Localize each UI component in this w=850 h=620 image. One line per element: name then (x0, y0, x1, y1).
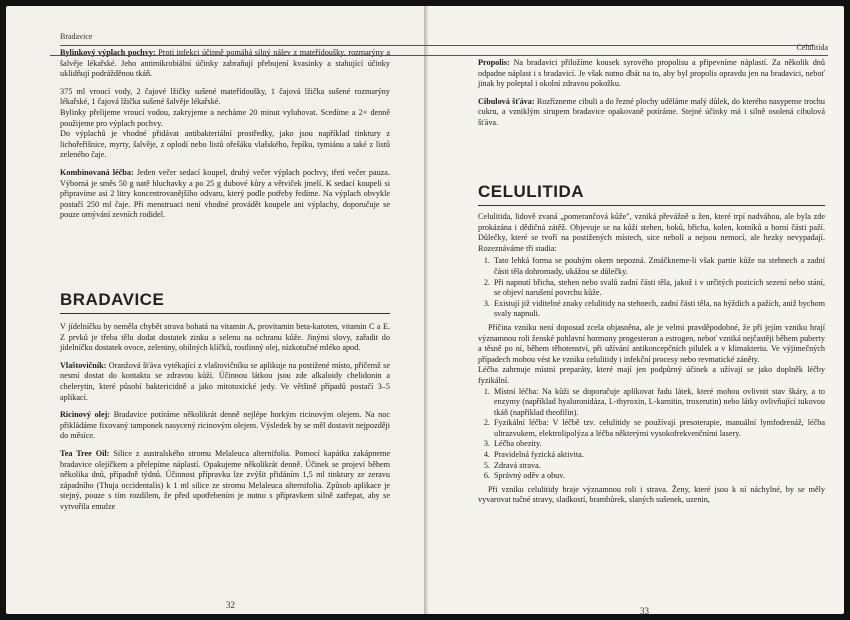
list-item: 1. Tato lehká forma se pouhým okem nepozná. Zmáčkneme-li však partie kůže na stehnech a zadní části těla dohromady, ukážou se důlečky. (492, 256, 825, 277)
intro-paragraph: Celulitida, lidově zvaná „pomerančová kůže", vzniká převážně u žen, které trpí nadváhou, ale byla zde prokázána i dědičná zátěž. Objevuje se na kůži stehen, boků, břicha, kolen, kotníků a horní části paží. Důlečky, které se tvoří na postižených místech, sice nebolí a nejsou nemocí, ale hezky nevypadají. Rozeznáváme tři stadia: (478, 212, 825, 253)
list-item: 5. Zdravá strava. (492, 461, 825, 472)
paragraph: Do výplachů je vhodné přidávat antibakteriální prostředky, jako jsou například tinktury z lichořeřišnice, myrty, šalvěje, z oplodí nebo listů ořešáku vlašského, řepíku, tymiánu a také z listů zeleného čaje. (60, 129, 390, 160)
right-top-text (478, 58, 825, 136)
paragraph: Tea Tree Oil: Silice z australského stromu Melaleuca alternifolia. Pomocí kapátka zakápneme bradavice olejíčkem a přelepíme náplastí. Opakujeme několikrát denně. Účinek se projeví během několika dnů, případně týdnů. Účinnost přípravku lze zvýšit přidáním 1,5 ml tinktury ze zeravu západního (Thuja occidentalis) k 1 ml silice ze stromu Melaleuca alternifolia. Způsob aplikace je stejný, pouze s tím rozdílem, že před upotřebením je nutno s přípravkem silně zatřepat, aby se vytvořila emulze (60, 448, 390, 511)
paragraph: Kombinovaná léčba: Jeden večer sedací koupel, druhý večer výplach pochvy, třetí večer pauza. Výborná je směs 50 g natě hluchavky a po 25 g dubové kůry a větviček jmelí. K sedací koupeli si připravíme asi 2 litry koncentrovanějšího odvaru, který podle potřeby ředíme. Na výplach obvykle postačí 250 ml čaje. Při menstruaci není vhodné provádět koupele ani výplachy, doporučuje se pouze omývání zevních rodidel. (60, 167, 390, 220)
list-item: 4. Pravidelná fyzická aktivita. (492, 450, 825, 461)
right-page-number: 33 (640, 606, 649, 616)
paragraph: Propolis: Na bradavici přiložíme kousek syrového propolisu a připevníme náplastí. Za několik dnů odpadne náplast i s bradavicí. Je však nutno dbát na to, aby byl propolis opravdu jen na bradavici, neboť jinak by poleptal i okolní zdravou pokožku. (478, 58, 825, 89)
stages-list (478, 256, 825, 320)
paragraph: Vlaštovičník: Oranžová šťáva vytékající z vlaštovičníku se aplikuje na postižené místo, přičemž se nesmí dostat do kontaktu se zdravou kůží. Účinnou látkou jsou zde alkaloidy chelidonin a chelerytin, které působí baktericidně a jako mitotoxické jedy. Ve většině případů postačí 3–5 aplikací. (60, 360, 390, 402)
list-item: 2. Při napnutí břicha, stehen nebo svalů zadní části těla, jakož i v určitých pozicích sezení nebo stání, se objeví narušení povrchu kůže. (492, 278, 825, 299)
right-lower-text (478, 212, 825, 513)
list-item: 3. Léčba obezity. (492, 439, 825, 450)
left-lower-text (60, 322, 390, 520)
right-running-head: Celulitida (796, 43, 828, 52)
paragraph: Bylinky přelijeme vroucí vodou, zakryjeme a necháme 20 minut vyluhovat. Scedíme a 2× denně použijeme pro výplach pochvy. (60, 107, 390, 128)
closing-paragraph: Při vzniku celulitidy hraje významnou roli i strava. Ženy, které jsou k ní náchylné, by se měly vyvarovat tučné stravy, sladkostí, brambůrek, slaných sušenek, uzenin, (478, 484, 825, 505)
paragraph: Bylinkový výplach pochvy: Proti infekci účinně pomáhá silný nálev z mateřídoušky, rozmarýny a šalvěje lékařské. Jeho antimikrobiální účinky zabraňují přebujení kvasinky a stahující účinky uklidňují podrážděnou tkáň. (60, 48, 390, 79)
left-top-text (60, 48, 390, 228)
section-heading-celulitida: CELULITIDA (478, 182, 585, 201)
left-page-number: 32 (226, 600, 235, 610)
cause-paragraph: Příčina vzniku není doposud zcela objasněna, ale je velmi pravděpodobné, že při jejím vzniku hrají významnou roli ženské pohlavní hormony progesteron a estrogen, neboť vzniká nejčastěji během puberty a těsně po ní, během těhotenství, při užívání antikoncepčních pilulek a v klimakteriu. Ve výjimečných případech mohou vést ke vzniku celulitidy i infekční procesy nebo revmatické záněty. (478, 322, 825, 364)
paragraph: Ricinový olej: Bradavice potíráme několikrát denně nejlépe horkým ricinovým olejem. Na noc přikládáme fixovaný tamponek nasycený ricinovým olejem. Výsledek by se měl dostavit nejpozději do měsíce. (60, 410, 390, 441)
paragraph: Cibulová šťáva: Rozřízneme cibuli a do řezné plochy uděláme malý důlek, do kterého nasypeme trochu cukru, a vzniklým sirupem bradavice opakovaně potíráme. Stejné účinky má i silně osolená cibulová šťáva. (478, 96, 825, 127)
treatments-list (478, 387, 825, 482)
list-item: 6. Správný oděv a obuv. (492, 471, 825, 482)
left-running-head: Bradavice (60, 32, 93, 41)
paragraph: V jídelníčku by neměla chybět strava bohatá na vitamin A, provitamin beta-karoten, vitamin C a E. Z prvků je třeba tělu dodat dostatek zinku a selenu na ochranu kůže. Jinými slovy, zařadit do jídelníčku dostatek ovoce, zeleniny, obilných klíčků, rostlinný olej, nízkotučné mléko apod. (60, 322, 390, 353)
section-rule (478, 205, 825, 206)
list-item: 3. Existují již viditelné znaky celulitidy na stehnech, zadní části těla, na hýždích a pažích, aniž bychom svaly napnuli. (492, 299, 825, 320)
section-heading-bradavice: BRADAVICE (60, 290, 165, 309)
left-head-rule (60, 45, 814, 46)
right-head-rule (50, 55, 828, 56)
list-item: 2. Fyzikální léčba: V léčbě tzv. celulitidy se používají presoterapie, manuální lymfodrenáž, léčba ultrazvukem, elektrolipolýza a léčba některými vysokofrekvenčními lasery. (492, 418, 825, 439)
list-item: 1. Místní léčba: Na kůži se doporučuje aplikovat řadu látek, které mohou ovlivnit stav škáry, a to enzymy (například hyaluronidáza, L-thyroxin, L-karnitin, troxerutin) nebo látky ovlivňující tukovou tkáň (například theofilin). (492, 387, 825, 419)
treatment-intro: Léčba zahrnuje místní preparáty, které mají jen podpůrný účinek a užívají se jako doplněk léčby fyzikální. (478, 365, 825, 385)
section-rule (60, 313, 390, 314)
paragraph: 375 ml vroucí vody, 2 čajové lžičky sušené mateřídoušky, 1 čajová lžička sušené rozmarýny lékařské, 1 čajová lžička sušené šalvěje lékařské. (60, 86, 390, 107)
